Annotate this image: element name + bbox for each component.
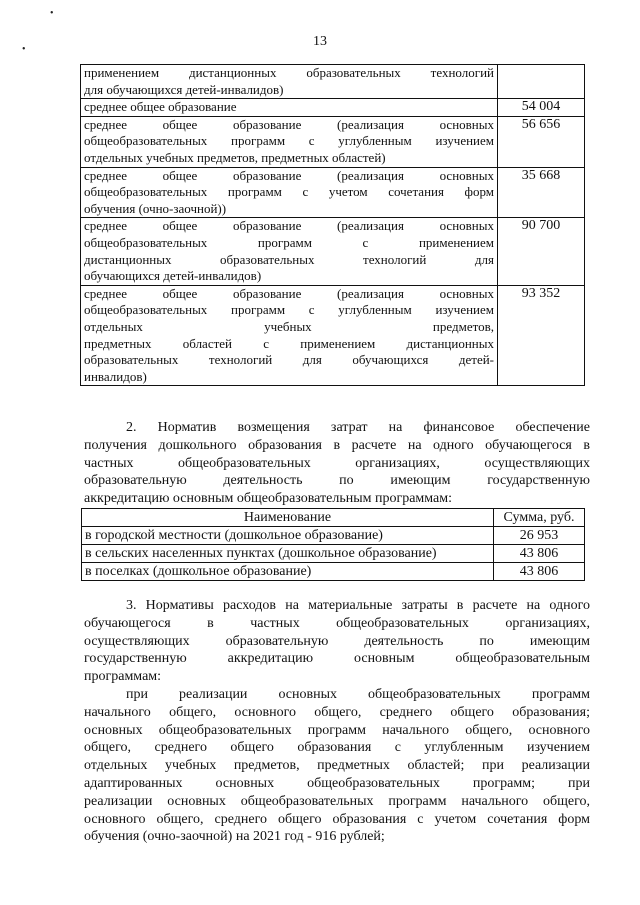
amount-cell: 54 004 [498,99,585,117]
paragraph-line: отдельных учебных предметов, предметных областей; при реализации [84,758,590,774]
amount-cell: 35 668 [498,167,585,218]
cell-line: среднее общее образование [84,99,237,115]
paragraph-line: основного общего, среднего общего образования с учетом сочетания форм [84,811,590,827]
amount-cell: 90 700 [498,218,585,285]
table-row [82,545,585,563]
table-row [81,99,585,117]
location-name-cell: в поселках (дошкольное образование) [82,563,494,581]
cell-line: отдельных учебных предметов, предметных областей) [84,149,386,165]
cell-line: среднее общее образование (реализация основных [84,218,494,234]
scan-mark-top: • [50,8,54,19]
paragraph-line: частных общеобразовательных организациях, осуществляющих [84,455,590,471]
paragraph-line: 3. Нормативы расходов на материальные затраты в расчете на одного [126,598,590,613]
paragraph-line: осуществляющих образовательную деятельность по имеющим [84,633,590,649]
location-name-cell: в сельских населенных пунктах (дошкольное образование) [82,545,494,563]
paragraph-line: программам: [84,669,162,685]
table-row [82,527,585,545]
preschool-cost-table [81,508,585,581]
table-row [81,167,585,218]
education-level-cell [81,116,498,167]
education-level-cell [81,218,498,285]
cell-line: обучающихся детей-инвалидов) [84,268,262,284]
cell-line: общеобразовательных программ с углубленным изучением [84,133,494,149]
column-header-sum: Сумма, руб. [494,509,585,527]
cell-line: обучения (очно-заочной)) [84,200,227,216]
table-row [81,116,585,167]
amount-cell [498,65,585,99]
cell-line: применением дистанционных образовательных технологий [84,65,494,80]
amount-cell: 93 352 [498,285,585,386]
cell-line: среднее общее образование (реализация основных [84,285,494,301]
paragraph-line: государственную аккредитацию основным общеобразовательным [84,651,590,667]
table-header-row [82,509,585,527]
cell-line: дистанционных образовательных технологий для [84,251,494,267]
paragraph-line: реализации основных общеобразовательных программ начального общего, [84,793,590,809]
table-row [82,563,585,581]
education-level-cell [81,65,498,99]
sum-cell: 43 806 [494,563,585,581]
paragraph-line: аккредитацию основным общеобразовательным программам: [84,491,453,507]
paragraph-line: обучения (очно-заочной) на 2021 год - 916 рублей; [84,829,385,845]
paragraph-line: при реализации основных общеобразовательных программ [126,686,590,702]
cell-line: предметных областей с применением дистанционных [84,335,494,351]
paragraph-line: начального общего, основного общего, среднего общего образования; [84,704,590,720]
paragraph-line: образовательную деятельность по имеющим государственную [84,473,590,489]
column-header-name: Наименование [82,509,494,527]
paragraph-line: 2. Норматив возмещения затрат на финансовое обеспечение [126,420,590,435]
table-row [81,285,585,386]
cell-line: общеобразовательных программ с учетом сочетания форм [84,184,494,200]
cell-line: среднее общее образование (реализация основных [84,116,494,132]
paragraph-line: основных общеобразовательных программ начального общего, основного [84,722,590,738]
cell-line: образовательных технологий для обучающихся детей- [84,352,494,368]
table-row [81,65,585,99]
cell-line: для обучающихся детей-инвалидов) [84,81,284,97]
cell-line: отдельных учебных предметов, [84,318,494,334]
location-name-cell: в городской местности (дошкольное образование) [82,527,494,545]
page-number: 13 [313,34,327,49]
cell-line: общеобразовательных программ с применением [84,234,494,250]
education-cost-table [80,64,585,386]
paragraph-line: общего, среднего общего образования с углубленным изучением [84,740,590,756]
education-level-cell [81,167,498,218]
education-level-cell [81,285,498,386]
paragraph-line: адаптированных основных общеобразовательных программ; при [84,775,590,791]
cell-line: инвалидов) [84,368,147,384]
education-level-cell [81,99,498,117]
amount-cell: 56 656 [498,116,585,167]
paragraph-line: обучающегося в частных общеобразовательных организациях, [84,615,590,631]
sum-cell: 26 953 [494,527,585,545]
sum-cell: 43 806 [494,545,585,563]
table-row [81,218,585,285]
scan-mark-left: • [22,44,26,55]
section-3-paragraph [84,597,590,846]
section-2-paragraph [84,419,590,508]
cell-line: среднее общее образование (реализация основных [84,167,494,183]
paragraph-line: получения дошкольного образования в расчете на одного обучающегося в [84,437,590,453]
cell-line: общеобразовательных программ с углубленным изучением [84,302,494,318]
